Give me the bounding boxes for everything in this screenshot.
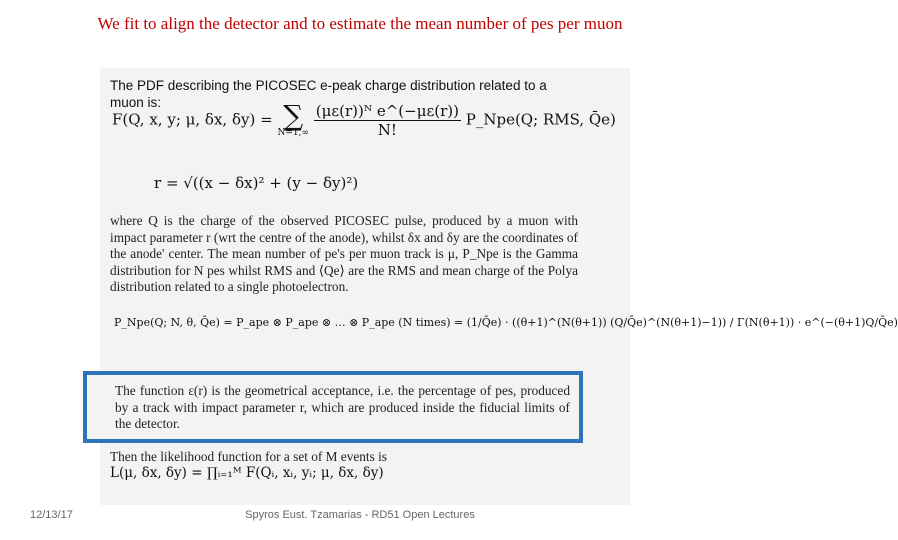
footer-author: Spyros Eust. Tzamarias - RD51 Open Lectures bbox=[245, 509, 475, 521]
polya-equation: P_Npe(Q; N, θ, Q̄e) = P_ape ⊗ P_ape ⊗ … ⊗ P_ape (N times) = (1/Q̄e) · ((θ+1)^(N(θ+1)) (Q/Q̄e)^(N(θ+1)−1)) / Γ(N(θ+1)) · e^(−(θ+1)Q/Q̄e) bbox=[114, 316, 898, 329]
footer-date: 12/13/17 bbox=[30, 509, 73, 521]
pdf-numerator: (με(r))ᴺ e^(−με(r)) bbox=[315, 102, 459, 120]
likelihood-equation: L(μ, δx, δy) = ∏ᵢ₌₁ᴹ F(Qᵢ, xᵢ, yᵢ; μ, δx, δy) bbox=[110, 465, 384, 481]
sum-subscript: N=1,∞ bbox=[277, 127, 309, 138]
acceptance-text: The function ε(r) is the geometrical acceptance, i.e. the percentage of pes, produced by a track with impact parameter r, which are produced inside the fiducial limits of the detector. bbox=[115, 383, 570, 431]
sum-symbol: ∑ N=1,∞ bbox=[277, 98, 309, 138]
description-text: where Q is the charge of the observed PICOSEC pulse, produced by a muon with impact parameter r (wrt the centre of the anode), whilst δx and δy are the coordinates of the anode' center. The mean number of pe's per muon track is μ, P_Npe is the Gamma distribution for N pes whilst RMS and ⟨Qe⟩ are the RMS and mean charge of the Polya distribution related to a single photoelectron. bbox=[110, 213, 578, 294]
radius-equation: r = √((x − δx)² + (y − δy)²) bbox=[154, 174, 359, 192]
pdf-denominator: N! bbox=[377, 121, 397, 139]
likelihood-text: Then the likelihood function for a set of M events is bbox=[110, 449, 387, 464]
content-panel bbox=[100, 68, 898, 505]
pdf-fraction bbox=[314, 102, 461, 139]
slide-title: We fit to align the detector and to estimate the mean number of pes per muon bbox=[97, 14, 623, 33]
intro-text: The PDF describing the PICOSEC e-peak charge distribution related to a muon is: bbox=[110, 78, 547, 110]
pdf-equation-left: F(Q, x, y; μ, δx, δy) = bbox=[112, 110, 273, 129]
pdf-equation-right: P_Npe(Q; RMS, Q̄e) bbox=[465, 110, 616, 129]
acceptance-callout-box bbox=[83, 371, 583, 443]
pdf-equation bbox=[112, 98, 616, 139]
